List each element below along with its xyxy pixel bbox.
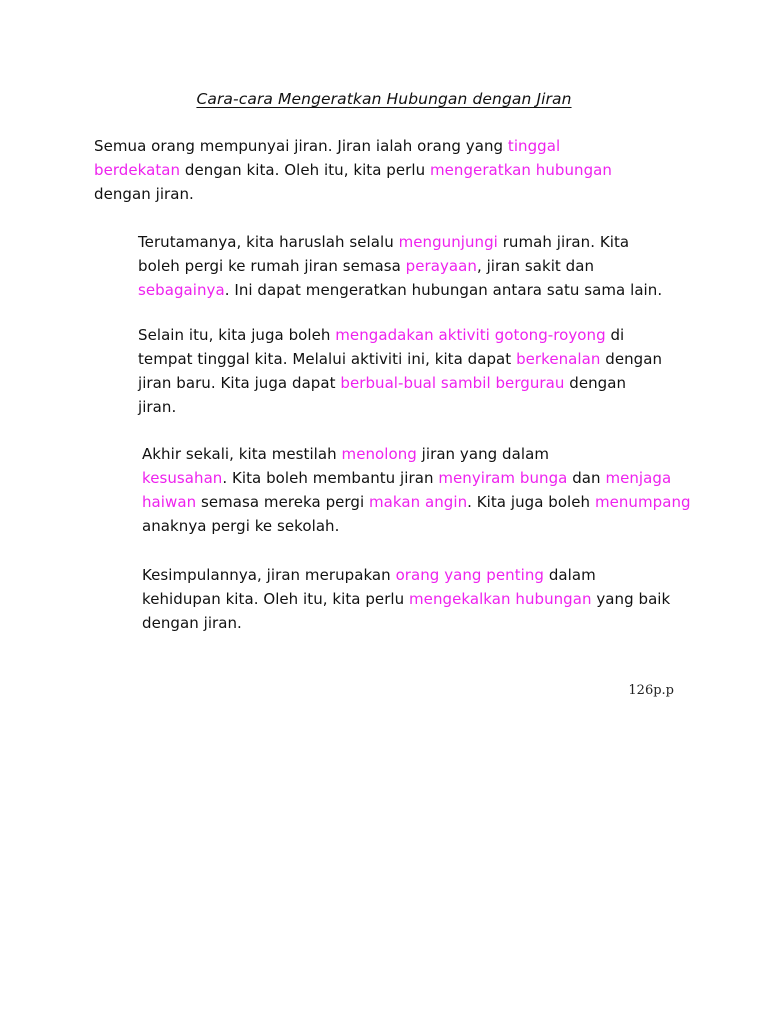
page-code: 126p.p [628,683,674,698]
text-run: . Kita boleh membantu jiran [222,469,439,487]
highlighted-phrase: berbual-bual sambil bergurau [340,374,565,392]
text-run: dengan kita. Oleh itu, kita perlu [180,161,430,179]
highlighted-phrase: perayaan [405,257,477,275]
text-line [94,514,694,538]
text-line [94,466,694,490]
text-run: dengan [600,350,663,368]
highlighted-phrase: mengeratkan hubungan [429,161,612,179]
highlighted-phrase: menjaga [605,469,672,487]
text-run: dengan jiran. [94,185,194,203]
highlighted-phrase: menyiram bunga [438,469,568,487]
text-run: Semua orang mempunyai jiran. Jiran ialah orang yang [94,137,508,155]
text-run: Akhir sekali, kita mestilah [142,445,342,463]
text-run: jiran. [138,398,177,416]
text-run: rumah jiran. Kita [497,233,630,251]
text-line [94,158,694,182]
text-line [94,371,694,395]
text-line [94,611,694,635]
paragraph-intro [94,134,694,206]
text-run: semasa mereka pergi [196,493,369,511]
highlighted-phrase: orang yang penting [395,566,544,584]
paragraph-conclusion [94,563,694,635]
text-line [94,347,694,371]
text-line [94,490,694,514]
text-run: di [605,326,625,344]
text-run: dengan jiran. [142,614,242,632]
text-run: yang baik [591,590,671,608]
highlighted-phrase: berdekatan [94,161,181,179]
highlighted-phrase: menumpang [594,493,691,511]
text-run: Terutamanya, kita haruslah selalu [138,233,399,251]
text-run: dalam [544,566,596,584]
highlighted-phrase: mengekalkan hubungan [409,590,592,608]
highlighted-phrase: makan angin [368,493,468,511]
highlighted-phrase: berkenalan [516,350,601,368]
highlighted-phrase: haiwan [142,493,197,511]
text-line [94,254,694,278]
paragraph-visiting [94,230,694,302]
text-run: Kesimpulannya, jiran merupakan [142,566,396,584]
paragraph-helping [94,442,694,538]
text-line [94,563,694,587]
text-line [94,442,694,466]
paragraph-gotong-royong [94,323,694,419]
text-run: tempat tinggal kita. Melalui aktiviti ini, kita dapat [138,350,517,368]
text-run: Selain itu, kita juga boleh [138,326,336,344]
text-run: kehidupan kita. Oleh itu, kita perlu [142,590,410,608]
text-line [94,587,694,611]
text-run: jiran yang dalam [416,445,549,463]
text-line [94,395,694,419]
highlighted-phrase: mengadakan aktiviti gotong-royong [335,326,606,344]
text-run: anaknya pergi ke sekolah. [142,517,340,535]
document-title: Cara-cara Mengeratkan Hubungan dengan Jiran [196,90,572,108]
text-run: dengan [564,374,627,392]
text-run: . Ini dapat mengeratkan hubungan antara satu sama lain. [224,281,663,299]
highlighted-phrase: menolong [341,445,417,463]
text-line [94,323,694,347]
text-run: . Kita juga boleh [467,493,595,511]
text-line [94,230,694,254]
highlighted-phrase: kesusahan [142,469,223,487]
text-run: dan [567,469,606,487]
text-line [94,134,694,158]
text-line [94,278,694,302]
text-run: boleh pergi ke rumah jiran semasa [138,257,406,275]
text-run: jiran baru. Kita juga dapat [138,374,341,392]
highlighted-phrase: sebagainya [138,281,225,299]
text-line [94,182,694,206]
text-run: , jiran sakit dan [476,257,595,275]
highlighted-phrase: tinggal [507,137,561,155]
highlighted-phrase: mengunjungi [398,233,498,251]
